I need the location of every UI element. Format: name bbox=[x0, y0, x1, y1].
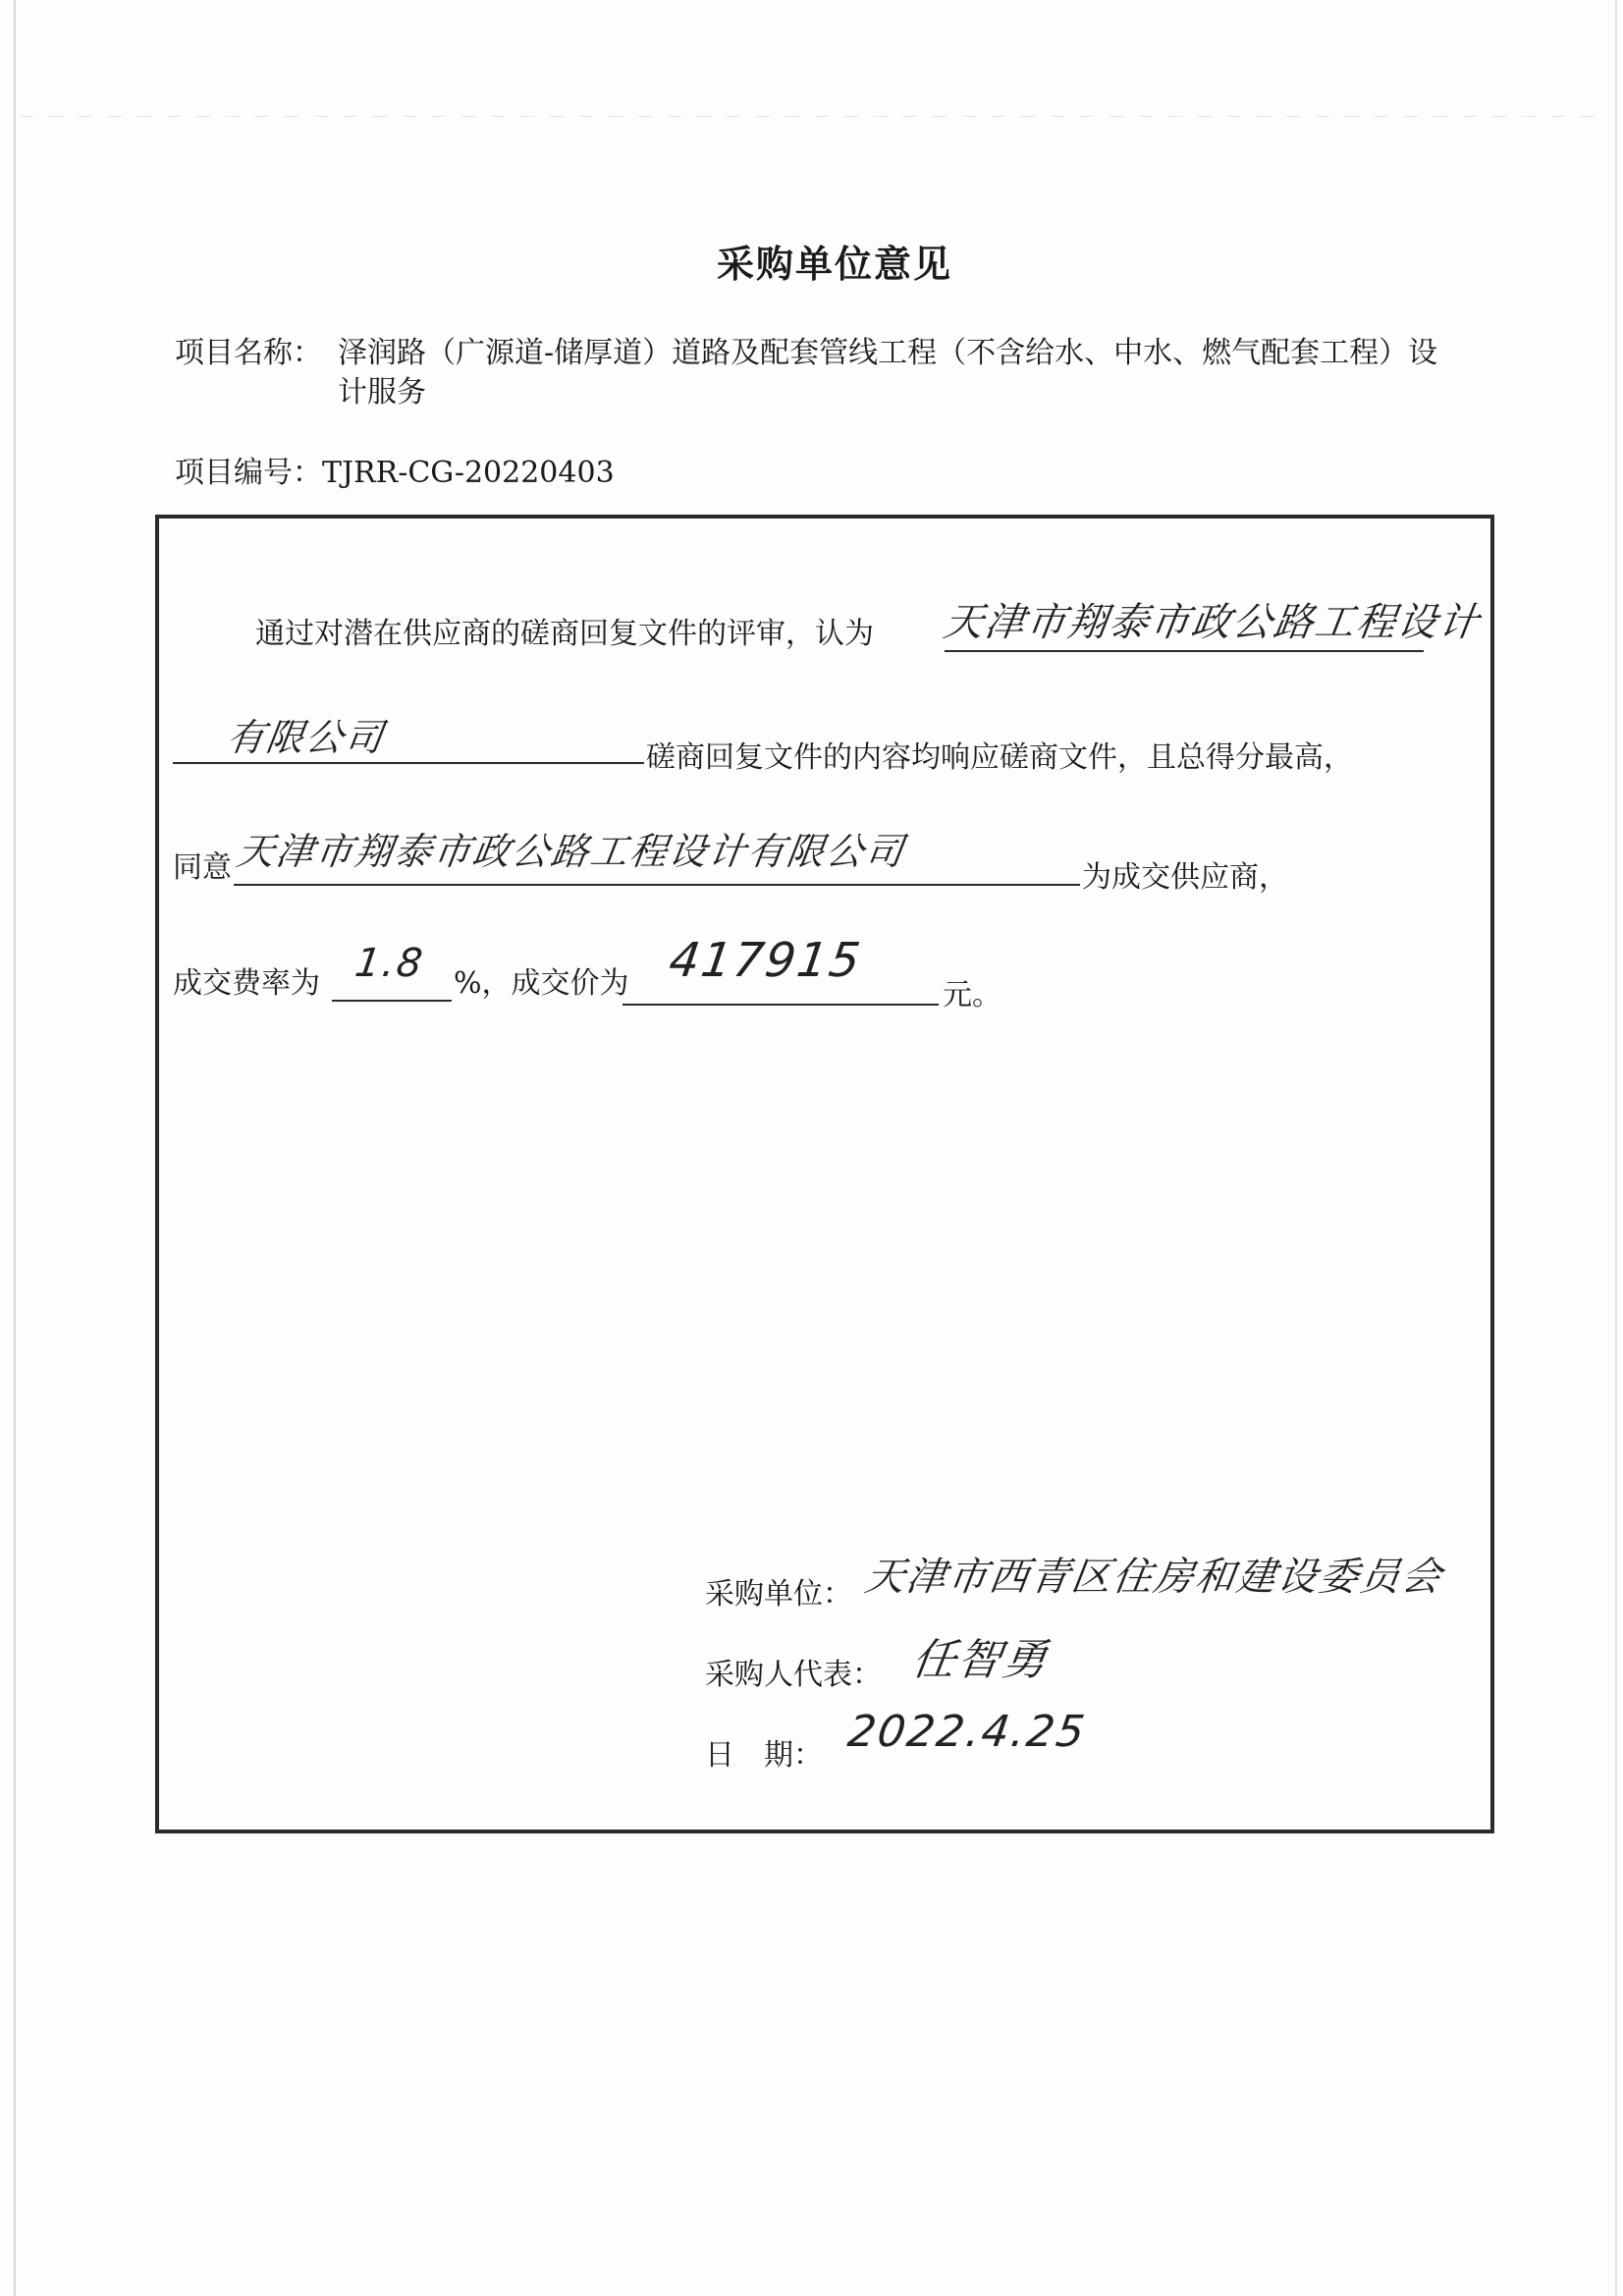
page-title: 采购单位意见 bbox=[716, 242, 952, 286]
date-label: 日 期： bbox=[705, 1738, 823, 1773]
opinion-line2-underline bbox=[173, 762, 644, 764]
purchaser-rep-signature: 任智勇 bbox=[908, 1635, 1052, 1685]
price-unit: 元。 bbox=[943, 978, 1001, 1012]
date-value: 2022.4.25 bbox=[844, 1707, 1090, 1757]
opinion-line3-suffix: 为成交供应商， bbox=[1082, 860, 1288, 895]
purchaser-unit-label: 采购单位： bbox=[705, 1577, 852, 1612]
opinion-line1-text: 通过对潜在供应商的磋商回复文件的评审，认为 bbox=[255, 617, 874, 651]
project-name bbox=[175, 334, 1481, 412]
rate-value: 1.8 bbox=[352, 941, 427, 986]
rate-underline bbox=[332, 1000, 452, 1002]
project-name-value: 泽润路（广源道-储厚道）道路及配套管线工程（不含给水、中水、燃气配套工程）设计服务 bbox=[338, 336, 1438, 410]
purchaser-rep-label: 采购人代表： bbox=[705, 1658, 882, 1692]
opinion-line2-handwritten: 有限公司 bbox=[224, 716, 388, 759]
project-number bbox=[175, 454, 615, 493]
opinion-line1-underline bbox=[945, 650, 1424, 652]
opinion-line3-underline bbox=[234, 884, 1080, 886]
opinion-box bbox=[155, 515, 1494, 1833]
project-number-label: 项目编号： bbox=[175, 456, 322, 490]
price-value: 417915 bbox=[666, 933, 866, 988]
scan-edge-left bbox=[14, 0, 16, 2296]
opinion-line3-handwritten: 天津市翔泰市政公路工程设计有限公司 bbox=[234, 830, 908, 873]
purchaser-unit-signature: 天津市西青区住房和建设委员会 bbox=[862, 1555, 1446, 1600]
opinion-line3-prefix: 同意 bbox=[173, 850, 232, 885]
scan-edge-right bbox=[1615, 0, 1617, 2296]
price-underline bbox=[622, 1004, 939, 1006]
rate-unit-and-price-label: %，成交价为 bbox=[454, 966, 629, 1001]
rate-label: 成交费率为 bbox=[173, 966, 320, 1001]
project-name-label: 项目名称： bbox=[175, 336, 322, 370]
scan-artifact-line bbox=[20, 116, 1603, 117]
opinion-line2-text: 磋商回复文件的内容均响应磋商文件，且总得分最高， bbox=[646, 740, 1353, 775]
opinion-line1-handwritten: 天津市翔泰市政公路工程设计 bbox=[941, 600, 1484, 645]
project-number-value: TJRR-CG-20220403 bbox=[322, 456, 615, 490]
